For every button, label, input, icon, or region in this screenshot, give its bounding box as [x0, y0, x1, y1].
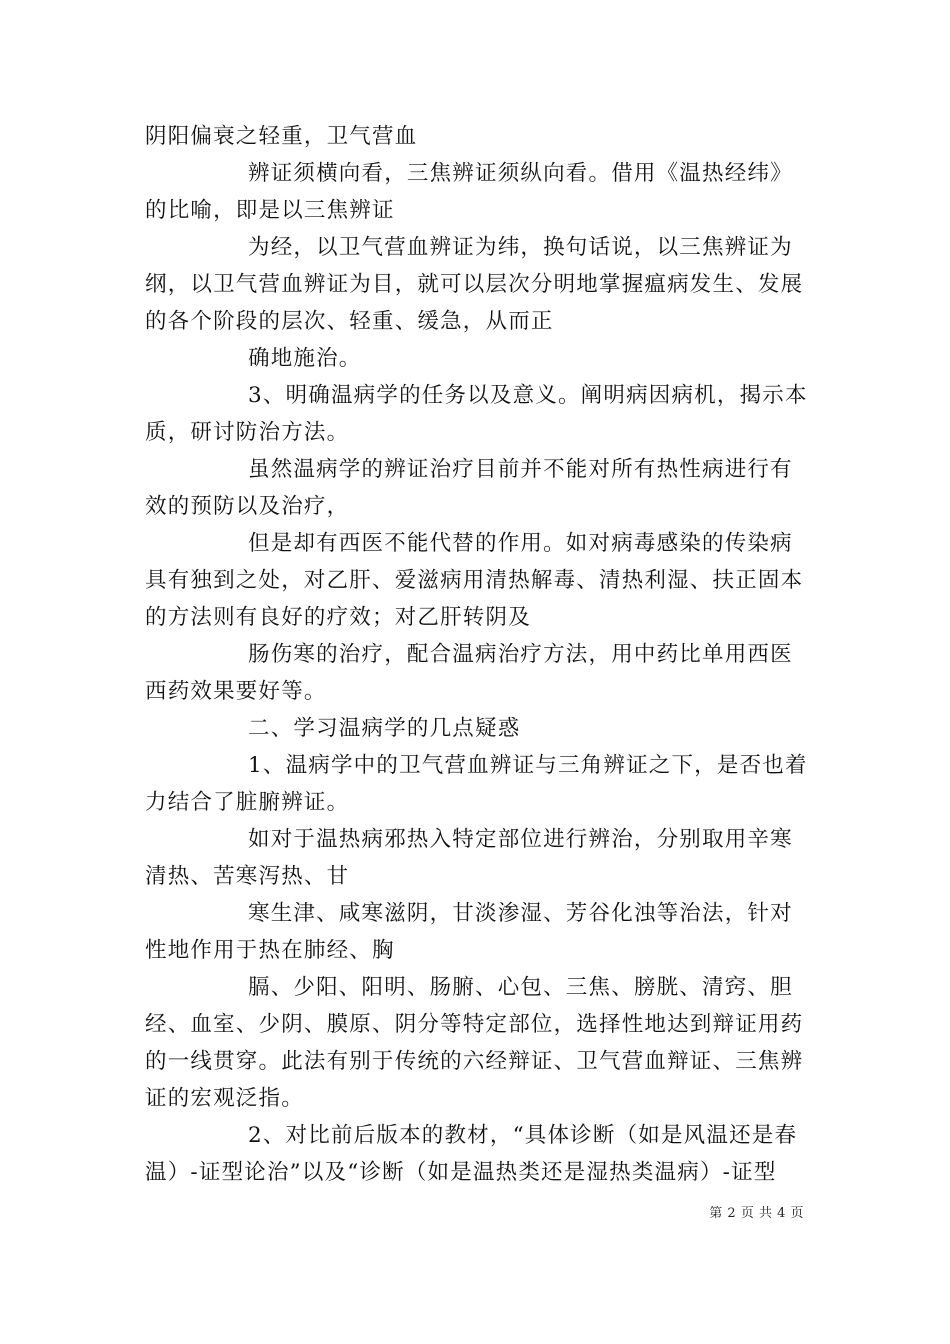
page-number: 第 2 页 共 4 页 [709, 1206, 804, 1221]
paragraph: 3、明确温病学的任务以及意义。阐明病因病机，揭示本质，研讨防治方法。 [145, 383, 808, 445]
paragraph: 阴阳偏衰之轻重，卫气营血 [145, 124, 418, 149]
paragraph: 辨证须横向看，三焦辨证须纵向看。借用《温热经纬》的比喻，即是以三焦辨证 [145, 161, 793, 223]
section-heading: 二、学习温病学的几点疑惑 [248, 716, 521, 741]
body-text [145, 118, 815, 1191]
paragraph: 虽然温病学的辨证治疗目前并不能对所有热性病进行有效的预防以及治疗， [145, 457, 793, 519]
paragraph: 如对于温热病邪热入特定部位进行辨治，分别取用辛寒清热、苦寒泻热、甘 [145, 827, 793, 889]
paragraph: 1、温病学中的卫气营血辨证与三角辨证之下，是否也着力结合了脏腑辨证。 [145, 753, 808, 815]
paragraph: 膈、少阳、阳明、肠腑、心包、三焦、膀胱、清窍、胆经、血室、少阴、膜原、阴分等特定部位，选择性地达到辩证用药的一线贯穿。此法有别于传统的六经辩证、卫气营血辩证、三焦辨证的宏观泛指。 [145, 975, 804, 1111]
paragraph: 确地施治。 [248, 346, 362, 371]
paragraph: 为经，以卫气营血辨证为纬，换句话说，以三焦辨证为纲，以卫气营血辨证为目，就可以层次分明地掌握瘟病发生、发展的各个阶段的层次、轻重、缓急，从而正 [145, 235, 804, 334]
paragraph: 肠伤寒的治疗，配合温病治疗方法，用中药比单用西医西药效果要好等。 [145, 642, 793, 704]
paragraph: 2、对比前后版本的教材，“具体诊断（如是风温还是春温）-证型论治”以及“诊断（如是温热类还是湿热类温病）-证型 [145, 1123, 798, 1185]
paragraph: 但是却有西医不能代替的作用。如对病毒感染的传染病具有独到之处，对乙肝、爱滋病用清热解毒、清热利湿、扶正固本的方法则有良好的疗效；对乙肝转阴及 [145, 531, 804, 630]
paragraph: 寒生津、咸寒滋阴，甘淡渗湿、芳谷化浊等治法，针对性地作用于热在肺经、胸 [145, 901, 793, 963]
